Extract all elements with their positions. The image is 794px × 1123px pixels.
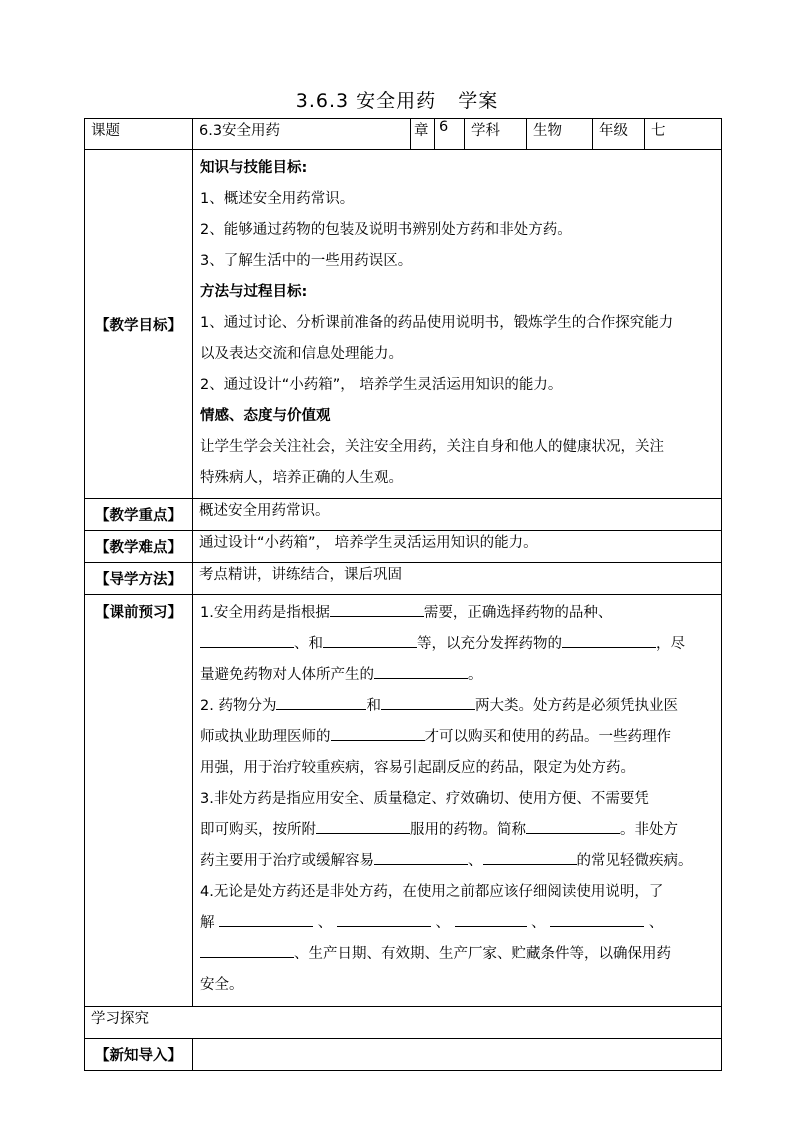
emotion-item: 让学生学会关注社会，关注安全用药，关注自身和他人的健康状况，关注 [200,439,664,455]
q4-line2: 解 、 、 、 、 [200,908,715,939]
blank [331,726,425,741]
q2-line3: 用强，用于治疗较重疾病，容易引起副反应的药品，限定为处方药。 [200,760,635,776]
emotion-heading: 情感、态度与价值观 [200,408,331,424]
blank [550,912,644,927]
blank [276,695,366,710]
preview-row [85,595,722,1007]
method-value: 考点精讲，讲练结合，课后巩固 [193,563,722,595]
key-point-row [85,499,722,531]
method-item: 2、通过设计“小药箱”， 培养学生灵活运用知识的能力。 [200,377,563,393]
intro-row [85,1039,722,1071]
preview-content [193,595,722,1007]
intro-label: 【新知导入】 [85,1039,193,1071]
explore-label: 学习探究 [85,1007,722,1039]
intro-value[interactable] [193,1039,722,1071]
explore-row [85,1007,722,1039]
difficulty-row [85,531,722,563]
knowledge-heading: 知识与技能目标: [200,160,308,176]
topic-label: 课题 [85,119,193,150]
emotion-item-cont: 特殊病人，培养正确的人生观。 [200,470,403,486]
method-label: 【导学方法】 [85,563,193,595]
q2-line1: 2. 药物分为 和 两大类。处方药是必须凭执业医 [200,691,715,722]
knowledge-item: 3、了解生活中的一些用药误区。 [200,253,413,269]
q1-line1: 1.安全用药是指根据 需要，正确选择药物的品种、 [200,598,715,629]
preview-label: 【课前预习】 [85,595,193,1007]
knowledge-item: 1、概述安全用药常识。 [200,191,355,207]
key-point-value: 概述安全用药常识。 [193,499,722,531]
page-title [0,86,794,113]
blank [455,912,527,927]
blank [330,602,424,617]
header-row [85,119,722,150]
difficulty-value: 通过设计“小药箱”， 培养学生灵活运用知识的能力。 [193,531,722,563]
blank [374,850,468,865]
blank [200,943,294,958]
q4-line4: 安全。 [200,977,244,993]
title-suffix: 学案 [458,90,499,112]
topic-value: 6.3安全用药 [193,119,411,150]
blank [200,633,294,648]
method-item: 1、通过讨论、分析课前准备的药品使用说明书，锻炼学生的合作探究能力 [200,315,674,331]
q3-line2: 即可购买，按所附 服用的药物。简称 。非处方 [200,815,715,846]
difficulty-label: 【教学难点】 [85,531,193,563]
q4-line3: 、生产日期、有效期、生产厂家、贮藏条件等，以确保用药 [200,939,715,970]
blank [483,850,577,865]
q1-line3: 量避免药物对人体所产生的 。 [200,660,715,691]
chapter-value: 6 [435,119,465,150]
q2-line2: 师或执业助理医师的 才可以购买和使用的药品。一些药理作 [200,722,715,753]
key-point-label: 【教学重点】 [85,499,193,531]
grade-label: 年级 [593,119,645,150]
blank [316,819,410,834]
blank [526,819,620,834]
blank [323,633,417,648]
blank [381,695,475,710]
q3-line3: 药主要用于治疗或缓解容易 、 的常见轻微疾病。 [200,846,715,877]
knowledge-item: 2、能够通过药物的包装及说明书辨别处方药和非处方药。 [200,222,572,238]
objectives-row [85,150,722,499]
method-heading: 方法与过程目标: [200,284,308,300]
title-main: 3.6.3 安全用药 [295,90,437,112]
objectives-label: 【教学目标】 [85,150,193,499]
blank [562,633,656,648]
blank [337,912,431,927]
chapter-label: 章 [411,119,435,150]
lesson-plan-table [84,118,722,1071]
blank [374,664,468,679]
q1-line2: 、和 等，以充分发挥药物的 ，尽 [200,629,715,660]
blank [219,912,313,927]
q4-line1: 4.无论是处方药还是非处方药，在使用之前都应该仔细阅读使用说明，了 [200,884,664,900]
grade-value: 七 [645,119,722,150]
q3-line1: 3.非处方药是指应用安全、质量稳定、疗效确切、使用方便、不需要凭 [200,791,649,807]
subject-label: 学科 [465,119,527,150]
method-item-cont: 以及表达交流和信息处理能力。 [200,346,403,362]
subject-value: 生物 [527,119,593,150]
objectives-content [193,150,722,499]
method-row [85,563,722,595]
